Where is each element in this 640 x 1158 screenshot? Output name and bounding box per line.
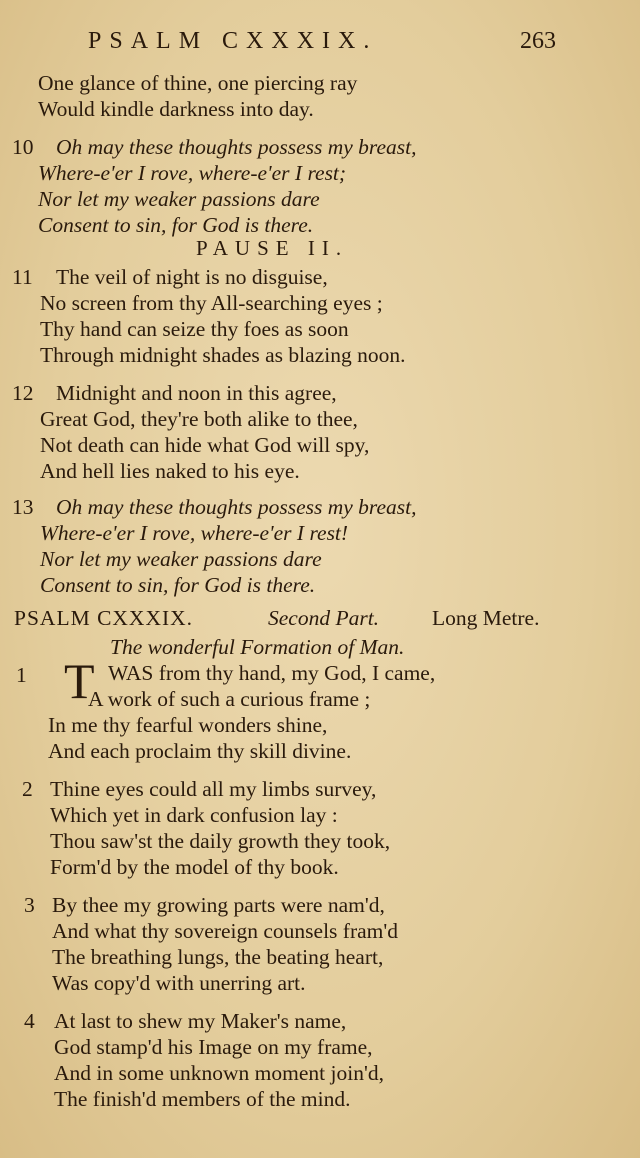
verse-line: Thine eyes could all my limbs survey, — [50, 777, 377, 801]
psalm-number: PSALM CXXXIX. — [14, 606, 194, 630]
stanza-number: 11 — [12, 265, 33, 289]
verse-line: Great God, they're both alike to thee, — [40, 407, 358, 431]
psalm-metre: Long Metre. — [432, 606, 540, 630]
verse-line: The veil of night is no disguise, — [56, 265, 328, 289]
psalm-part: Second Part. — [268, 606, 380, 630]
verse-line: In me thy fearful wonders shine, — [48, 713, 328, 737]
stanza-number: 13 — [12, 495, 34, 519]
verse-line: By thee my growing parts were nam'd, — [52, 893, 385, 917]
verse-line: Consent to sin, for God is there. — [38, 213, 314, 237]
verse-line: Consent to sin, for God is there. — [40, 573, 316, 597]
verse-line: Thy hand can seize thy foes as soon — [40, 317, 349, 341]
verse-line: Oh may these thoughts possess my breast, — [56, 135, 417, 159]
stanza-number: 12 — [12, 381, 34, 405]
stanza-number: 4 — [24, 1009, 35, 1033]
verse-line: Nor let my weaker passions dare — [40, 547, 322, 571]
verse-line: Which yet in dark confusion lay : — [50, 803, 338, 827]
verse-line: Midnight and noon in this agree, — [56, 381, 337, 405]
verse-line: Where-e'er I rove, where-e'er I rest! — [40, 521, 349, 545]
stanza-number: 2 — [22, 777, 33, 801]
verse-line: One glance of thine, one piercing ray — [38, 71, 358, 95]
page-number: 263 — [520, 28, 556, 54]
stanza-number: 1 — [16, 663, 27, 687]
verse-line: At last to shew my Maker's name, — [54, 1009, 347, 1033]
drop-cap: T — [64, 653, 95, 709]
verse-line: Through midnight shades as blazing noon. — [40, 343, 406, 367]
verse-line: Oh may these thoughts possess my breast, — [56, 495, 417, 519]
verse-line: And each proclaim thy skill divine. — [48, 739, 352, 763]
running-title: PSALM CXXXIX. — [88, 28, 378, 54]
verse-line: The breathing lungs, the beating heart, — [52, 945, 384, 969]
verse-line: WAS from thy hand, my God, I came, — [108, 661, 436, 685]
verse-line: Thou saw'st the daily growth they took, — [50, 829, 391, 853]
verse-line: Was copy'd with unerring art. — [52, 971, 306, 995]
verse-line: And hell lies naked to his eye. — [40, 459, 300, 483]
pause-heading: PAUSE II. — [196, 236, 349, 260]
page-header — [0, 28, 640, 62]
verse-line: Where-e'er I rove, where-e'er I rest; — [38, 161, 347, 185]
verse-line: God stamp'd his Image on my frame, — [54, 1035, 373, 1059]
stanza-number: 10 — [12, 135, 34, 159]
psalm-subtitle: The wonderful Formation of Man. — [110, 635, 405, 659]
psalm-heading — [14, 606, 634, 634]
verse-line: The finish'd members of the mind. — [54, 1087, 351, 1111]
verse-line: And what thy sovereign counsels fram'd — [52, 919, 399, 943]
verse-line: No screen from thy All-searching eyes ; — [40, 291, 383, 315]
verse-line: Not death can hide what God will spy, — [40, 433, 370, 457]
stanza-number: 3 — [24, 893, 35, 917]
verse-line: Form'd by the model of thy book. — [50, 855, 339, 879]
verse-line: Would kindle darkness into day. — [38, 97, 314, 121]
verse-line: Nor let my weaker passions dare — [38, 187, 320, 211]
verse-line: A work of such a curious frame ; — [88, 687, 371, 711]
verse-line: And in some unknown moment join'd, — [54, 1061, 384, 1085]
